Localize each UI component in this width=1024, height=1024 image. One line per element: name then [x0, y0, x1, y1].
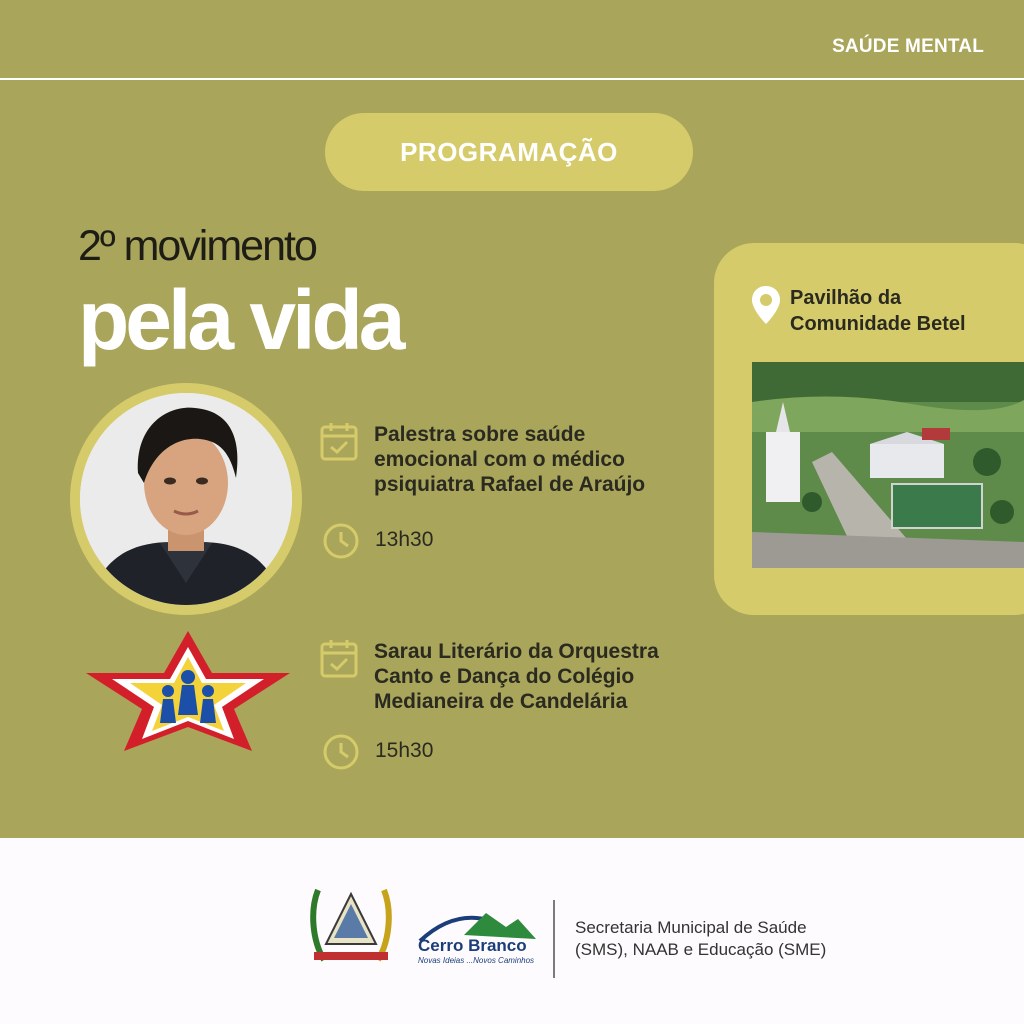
map-pin-icon: [750, 284, 782, 331]
speaker-photo: [80, 393, 292, 605]
speaker-photo-frame: [70, 383, 302, 615]
program-badge-label: PROGRAMAÇÃO: [400, 136, 618, 167]
category-label: SAÚDE MENTAL: [832, 36, 984, 57]
title-line-2: pela vida: [78, 273, 402, 367]
location-name-line: Pavilhão da: [790, 287, 902, 309]
cerro-branco-logo-slogan: Novas Ideias ...Novos Caminhos: [418, 956, 535, 965]
title-line-1: 2º movimento: [78, 222, 316, 270]
calendar-check-icon: [320, 421, 358, 466]
choir-logo: [84, 627, 292, 760]
clock-icon: [322, 733, 360, 776]
event-1-title-line: emocional com o médico: [374, 448, 625, 471]
secretariat-line: (SMS), NAAB e Educação (SME): [575, 940, 827, 959]
header-divider: [0, 78, 1024, 80]
event-1-title-line: psiquiatra Rafael de Araújo: [374, 473, 646, 496]
event-2-time: 15h30: [375, 739, 434, 762]
cerro-branco-logo-name: Cerro Branco: [418, 936, 527, 955]
event-2-title: [374, 639, 659, 714]
cerro-branco-logo: [414, 905, 540, 986]
secretariat-text: [575, 917, 826, 961]
event-1-title-line: Palestra sobre saúde: [374, 423, 586, 446]
calendar-check-icon: [320, 638, 358, 683]
event-1-title: [374, 422, 645, 497]
location-name: [790, 285, 966, 337]
program-badge: [325, 113, 693, 191]
secretariat-line: Secretaria Municipal de Saúde: [575, 918, 807, 937]
event-2-title-line: Medianeira de Candelária: [374, 690, 628, 713]
municipal-coat-of-arms: [306, 880, 396, 975]
location-name-line: Comunidade Betel: [790, 313, 966, 335]
clock-icon: [322, 522, 360, 565]
event-2-title-line: Canto e Dança do Colégio: [374, 665, 635, 688]
venue-aerial-photo: [752, 362, 1024, 568]
event-1-time: 13h30: [375, 528, 434, 551]
event-2-title-line: Sarau Literário da Orquestra: [374, 640, 659, 663]
footer-divider: [553, 900, 555, 978]
